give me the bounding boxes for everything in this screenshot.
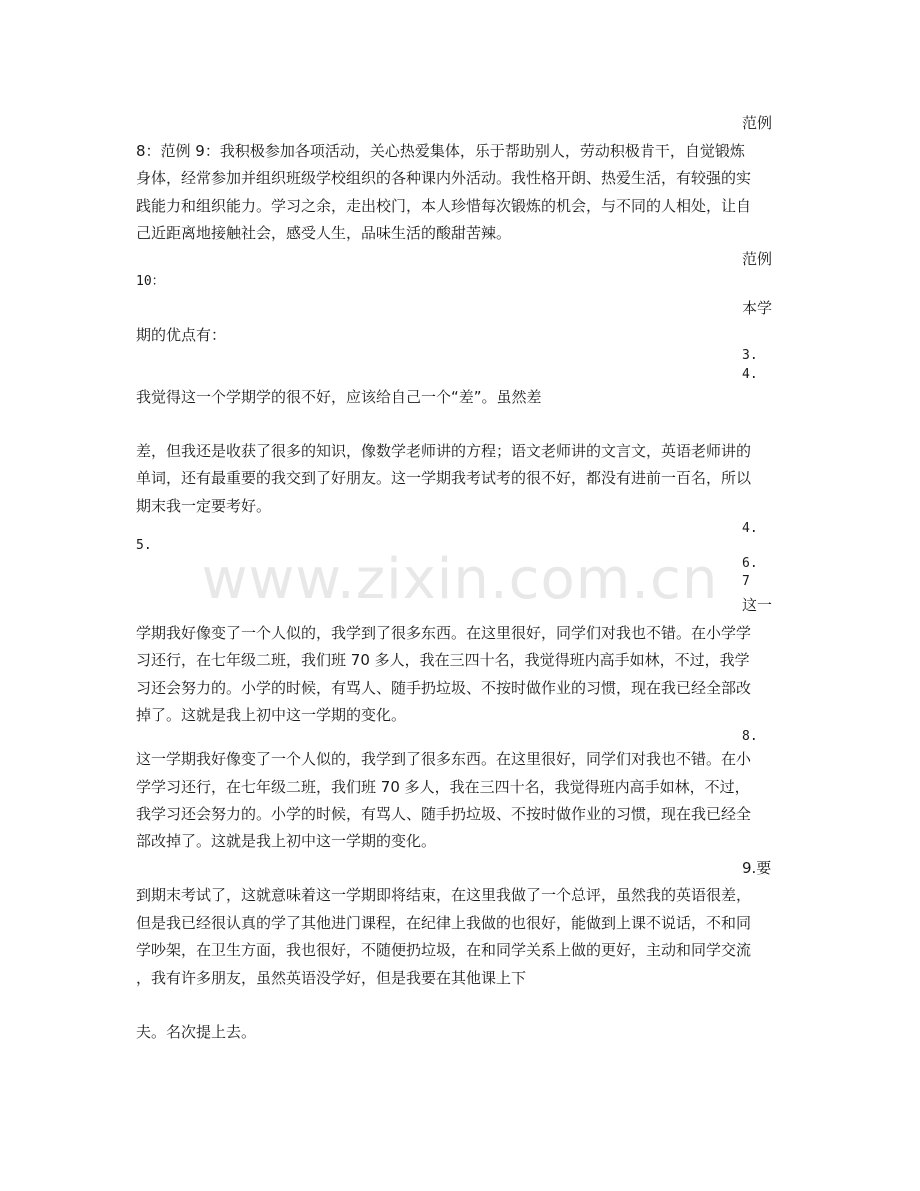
text-line: 习还行，在七年级二班，我们班 70 多人，我在三四十名，我觉得班内高手如林，不过，我学 (136, 651, 750, 669)
text-line: 范例 (742, 114, 773, 132)
text-line: 身体，经常参加并组织班级学校组织的各种课内外活动。我性格开朗、热爱生活，有较强的实 (136, 169, 752, 187)
text-line: 3. (742, 348, 758, 363)
text-line: 学吵架，在卫生方面，我也很好，不随便扔垃圾，在和同学关系上做的更好，主动和同学交流 (136, 941, 752, 959)
text-line: 本学 (742, 299, 773, 317)
text-line: 范例 (742, 250, 773, 268)
text-line: 4. (742, 521, 758, 536)
text-line: 夫。名次提上去。 (136, 1023, 257, 1041)
text-line: 部改掉了。这就是我上初中这一学期的变化。 (136, 832, 437, 850)
text-line: 学期我好像变了一个人似的，我学到了很多东西。在这里很好，同学们对我也不错。在小学学 (136, 624, 752, 642)
text-line: ，我有许多朋友，虽然英语没学好，但是我要在其他课上下 (136, 969, 527, 987)
text-line: 6. (742, 556, 758, 571)
text-line: 7 (742, 574, 750, 589)
text-line: 8：范例 9：我积极参加各项活动，关心热爱集体，乐于帮助别人，劳动积极肯干，自觉锻炼 (136, 142, 745, 160)
text-line: 习还会努力的。小学的时候，有骂人、随手扔垃圾、不按时做作业的习惯，现在我已经全部改 (136, 679, 752, 697)
text-line: 单词，还有最重要的我交到了好朋友。这一学期我考试考的很不好，都没有进前一百名，所以 (136, 469, 752, 487)
text-line: 我学习还会努力的。小学的时候，有骂人、随手扔垃圾、不按时做作业的习惯，现在我已经全 (136, 805, 752, 823)
text-line: 期的优点有： (136, 326, 227, 344)
text-line: 到期末考试了，这就意味着这一学期即将结束，在这里我做了一个总评，虽然我的英语很差， (136, 886, 752, 904)
text-line: 我觉得这一个学期学的很不好，应该给自己一个“差”。虽然差 (136, 388, 542, 406)
text-line: 践能力和组织能力。学习之余，走出校门，本人珍惜每次锻炼的机会，与不同的人相处，让自 (136, 197, 752, 215)
text-line: 4. (742, 367, 758, 382)
text-line: 期末我一定要考好。 (136, 497, 272, 515)
text-line: 掉了。这就是我上初中这一学期的变化。 (136, 706, 407, 724)
text-line: 9.要 (742, 859, 772, 877)
text-line: 差，但我还是收获了很多的知识，像数学老师讲的方程；语文老师讲的文言文，英语老师讲的 (136, 442, 752, 460)
watermark: www.zixin.com.cn (201, 547, 719, 612)
text-line: 8. (742, 729, 758, 744)
text-line: 这一 (742, 596, 773, 614)
text-line: 但是我已经很认真的学了其他进门课程，在纪律上我做的也很好，能做到上课不说话，不和同 (136, 914, 752, 932)
text-line: 学学习还行，在七年级二班，我们班 70 多人，我在三四十名，我觉得班内高手如林，不过， (136, 778, 750, 796)
text-line: 10： (136, 274, 165, 289)
text-line: 己近距离地接触社会，感受人生，品味生活的酸甜苦辣。 (136, 224, 512, 242)
text-line: 5. (136, 538, 152, 553)
text-line: 这一学期我好像变了一个人似的，我学到了很多东西。在这里很好，同学们对我也不错。在小 (136, 750, 752, 768)
